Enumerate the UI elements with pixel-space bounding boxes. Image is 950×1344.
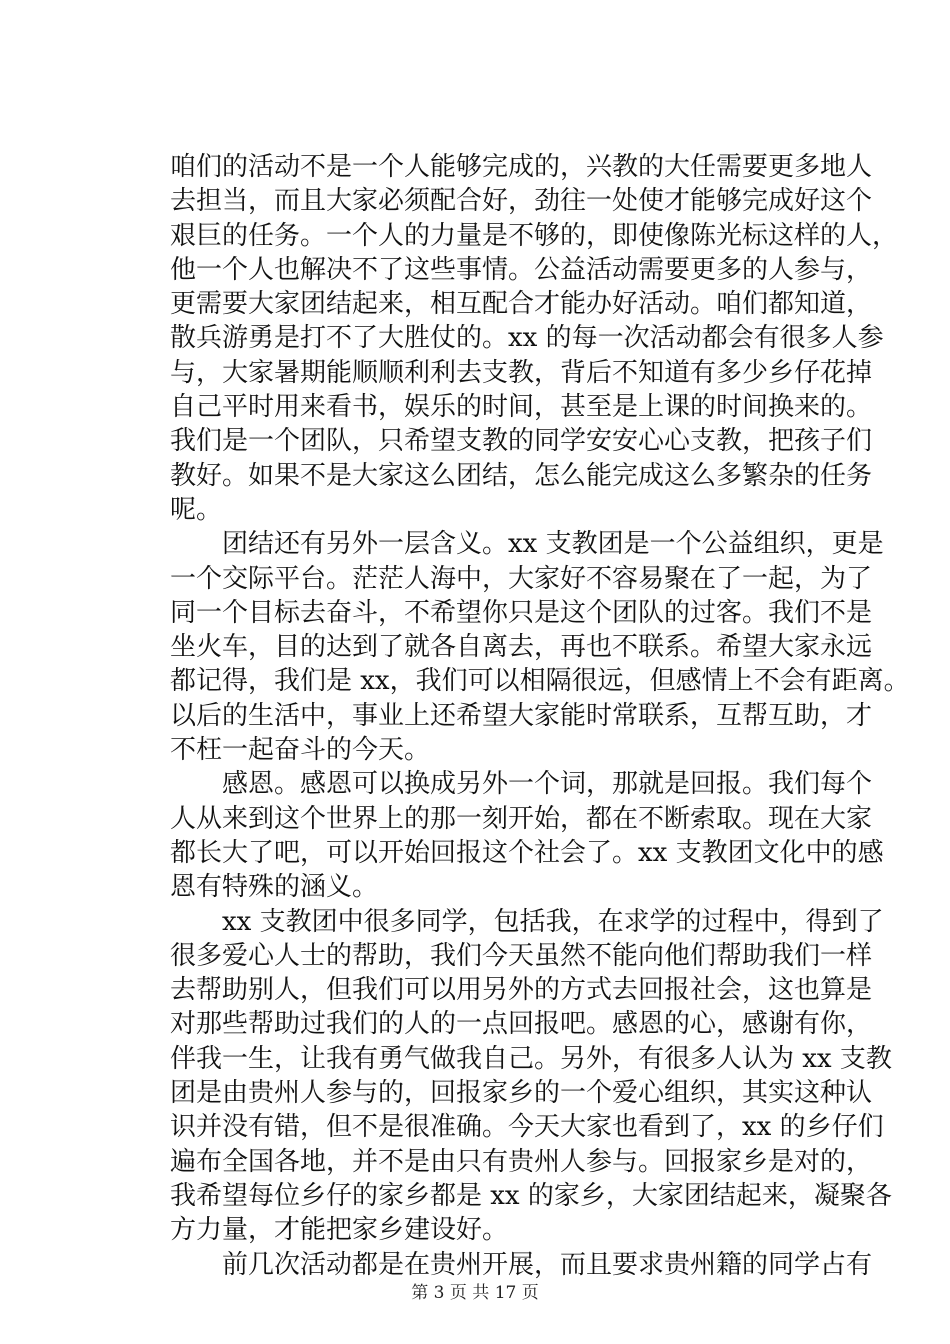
text-line: 更需要大家团结起来，相互配合才能办好活动。咱们都知道， xyxy=(170,289,873,320)
text-line: 伴我一生，让我有勇气做我自己。另外，有很多人认为 xx 支教 xyxy=(170,1043,892,1074)
text-line: 去帮助别人，但我们可以用另外的方式去回报社会，这也算是 xyxy=(170,975,873,1006)
text-line: 散兵游勇是打不了大胜仗的。xx 的每一次活动都会有很多人参 xyxy=(170,323,884,354)
text-line: 艰巨的任务。一个人的力量是不够的，即使像陈光标这样的人， xyxy=(170,220,899,251)
text-line: 恩有特殊的涵义。 xyxy=(170,872,379,903)
text-line: 我们是一个团队，只希望支教的同学安安心心支教，把孩子们 xyxy=(170,426,873,457)
text-line: 人从来到这个世界上的那一刻开始，都在不断索取。现在大家 xyxy=(170,803,873,834)
text-line: 方力量，才能把家乡建设好。 xyxy=(170,1215,509,1246)
text-line: 对那些帮助过我们的人的一点回报吧。感恩的心，感谢有你， xyxy=(170,1009,873,1040)
text-line: 我希望每位乡仔的家乡都是 xx 的家乡，大家团结起来，凝聚各 xyxy=(170,1180,892,1211)
text-line: 团是由贵州人参与的，回报家乡的一个爱心组织，其实这种认 xyxy=(170,1078,873,1109)
text-line: 都长大了吧，可以开始回报这个社会了。xx 支教团文化中的感 xyxy=(170,837,884,868)
text-line: 前几次活动都是在贵州开展，而且要求贵州籍的同学占有 xyxy=(222,1249,873,1280)
text-line: 同一个目标去奋斗，不希望你只是这个团队的过客。我们不是 xyxy=(170,597,873,628)
text-line: 坐火车，目的达到了就各自离去，再也不联系。希望大家永远 xyxy=(170,632,873,663)
text-line: xx 支教团中很多同学，包括我，在求学的过程中，得到了 xyxy=(222,906,884,937)
text-line: 遍布全国各地，并不是由只有贵州人参与。回报家乡是对的， xyxy=(170,1146,873,1177)
text-line: 与，大家暑期能顺顺利利去支教，背后不知道有多少乡仔花掉 xyxy=(170,357,873,388)
text-line: 教好。如果不是大家这么团结，怎么能完成这么多繁杂的任务 xyxy=(170,460,873,491)
text-line: 去担当，而且大家必须配合好，劲往一处使才能够完成好这个 xyxy=(170,186,873,217)
text-line: 自己平时用来看书，娱乐的时间，甚至是上课的时间换来的。 xyxy=(170,392,873,423)
text-line: 都记得，我们是 xx，我们可以相隔很远，但感情上不会有距离。 xyxy=(170,666,910,697)
text-line: 他一个人也解决不了这些事情。公益活动需要更多的人参与， xyxy=(170,254,873,285)
page-footer: 第 3 页 共 17 页 xyxy=(411,1283,539,1303)
text-line: 识并没有错，但不是很准确。今天大家也看到了，xx 的乡仔们 xyxy=(170,1112,884,1143)
text-line: 团结还有另外一层含义。xx 支教团是一个公益组织，更是 xyxy=(222,529,884,560)
text-line: 感恩。感恩可以换成另外一个词，那就是回报。我们每个 xyxy=(222,769,873,800)
text-line: 呢。 xyxy=(170,494,223,525)
text-line: 不枉一起奋斗的今天。 xyxy=(170,735,431,766)
text-line: 一个交际平台。茫茫人海中，大家好不容易聚在了一起，为了 xyxy=(170,563,873,594)
text-line: 很多爱心人士的帮助，我们今天虽然不能向他们帮助我们一样 xyxy=(170,940,873,971)
text-line: 以后的生活中，事业上还希望大家能时常联系，互帮互助，才 xyxy=(170,700,873,731)
body-text xyxy=(170,150,910,1282)
text-line: 咱们的活动不是一个人能够完成的，兴教的大任需要更多地人 xyxy=(170,152,873,182)
